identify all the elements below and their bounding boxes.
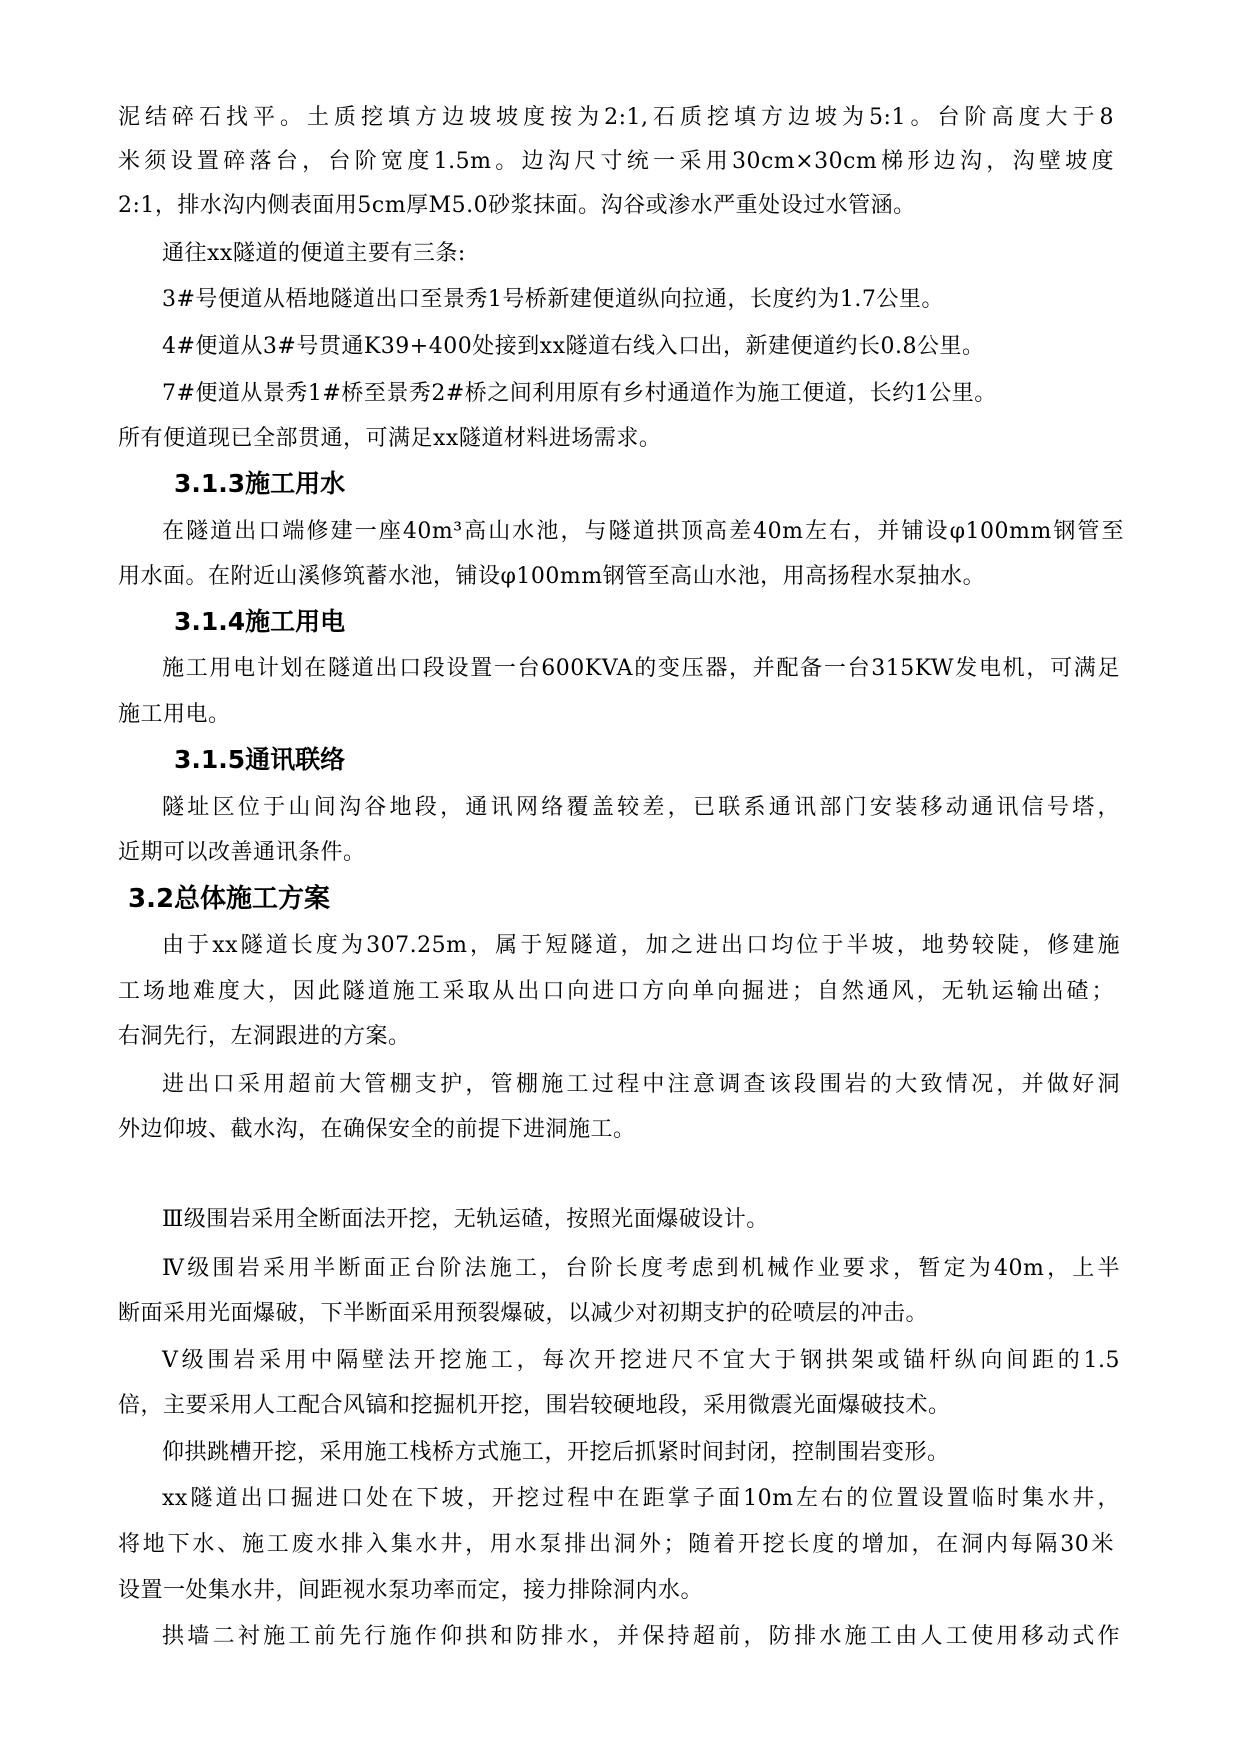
paragraph-line: 2:1，排水沟内侧表面用5cm厚M5.0砂浆抹面。沟谷或渗水严重处设过水管涵。 <box>118 193 916 218</box>
paragraph-line: 由于xx隧道长度为307.25m，属于短隧道，加之进出口均位于半坡，地势较陡，修建施 <box>162 933 1120 958</box>
paragraph-line: 拱墙二衬施工前先行施作仰拱和防排水，并保持超前，防排水施工由人工使用移动式作 <box>162 1624 1120 1649</box>
paragraph-line: 设置一处集水井，间距视水泵功率而定，接力排除洞内水。 <box>118 1578 704 1603</box>
paragraph-line: 断面采用光面爆破，下半断面采用预裂爆破，以减少对初期支护的砼喷层的冲击。 <box>118 1301 929 1326</box>
paragraph-line: Ⅲ级围岩采用全断面法开挖，无轨运碴，按照光面爆破设计。 <box>162 1207 769 1232</box>
paragraph-line: 3#号便道从梧地隧道出口至景秀1号桥新建便道纵向拉通，长度约为1.7公里。 <box>162 287 944 312</box>
paragraph-line: 米须设置碎落台，台阶宽度1.5m。边沟尺寸统一采用30cm×30cm梯形边沟，沟壁坡度 <box>118 149 1114 174</box>
paragraph-line: 4#便道从3#号贯通K39+400处接到xx隧道右线入口出，新建便道约长0.8公里。 <box>162 334 985 359</box>
paragraph-line: 施工用电。 <box>118 702 231 727</box>
paragraph-line: Ⅴ级围岩采用中隔壁法开挖施工，每次开挖进尺不宜大于钢拱架或锚杆纵向间距的1.5 <box>162 1348 1120 1373</box>
paragraph-line: 近期可以改善通讯条件。 <box>118 840 366 865</box>
section-heading-3-1-5: 3.1.5通讯联络 <box>174 745 346 774</box>
paragraph-line: Ⅳ级围岩采用半断面正台阶法施工，台阶长度考虑到机械作业要求，暂定为40m，上半 <box>162 1256 1120 1281</box>
section-heading-3-1-4: 3.1.4施工用电 <box>174 607 346 636</box>
paragraph-line: 通往xx隧道的便道主要有三条: <box>162 241 466 266</box>
paragraph-line: 工场地难度大，因此隧道施工采取从出口向进口方向单向掘进；自然通风，无轨运输出碴； <box>118 979 1114 1004</box>
paragraph-line: 在隧道出口端修建一座40m³高山水池，与隧道拱顶高差40m左右，并铺设φ100mm钢管至 <box>162 519 1124 544</box>
paragraph-line: 泥结碎石找平。土质挖填方边坡坡度按为2:1,石质挖填方边坡为5:1。台阶高度大于8 <box>118 105 1114 130</box>
section-heading-3-2: 3.2总体施工方案 <box>128 884 331 914</box>
paragraph-line: 用水面。在附近山溪修筑蓄水池，铺设φ100mm钢管至高山水池，用高扬程水泵抽水。 <box>118 564 986 589</box>
paragraph-line: xx隧道出口掘进口处在下坡，开挖过程中在距掌子面10m左右的位置设置临时集水井， <box>162 1486 1120 1511</box>
section-heading-3-1-3: 3.1.3施工用水 <box>174 469 346 498</box>
paragraph-line: 仰拱跳槽开挖，采用施工栈桥方式施工，开挖后抓紧时间封闭，控制围岩变形。 <box>162 1440 950 1465</box>
paragraph-line: 外边仰坡、截水沟，在确保安全的前提下进洞施工。 <box>118 1117 636 1142</box>
paragraph-line: 所有便道现已全部贯通，可满足xx隧道材料进场需求。 <box>118 426 662 451</box>
paragraph-line: 将地下水、施工废水排入集水井，用水泵排出洞外；随着开挖长度的增加，在洞内每隔30米 <box>118 1532 1114 1557</box>
paragraph-line: 施工用电计划在隧道出口段设置一台600KVA的变压器，并配备一台315KW发电机，可满足 <box>162 656 1120 681</box>
paragraph-line: 7#便道从景秀1#桥至景秀2#桥之间利用原有乡村通道作为施工便道，长约1公里。 <box>162 381 997 406</box>
paragraph-line: 进出口采用超前大管棚支护，管棚施工过程中注意调查该段围岩的大致情况，并做好洞 <box>162 1072 1120 1097</box>
paragraph-line: 右洞先行，左洞跟进的方案。 <box>118 1024 411 1049</box>
paragraph-line: 倍，主要采用人工配合风镐和挖掘机开挖，围岩较硬地段，采用微震光面爆破技术。 <box>118 1393 951 1418</box>
paragraph-line: 隧址区位于山间沟谷地段，通讯网络覆盖较差，已联系通讯部门安装移动通讯信号塔， <box>162 795 1120 820</box>
